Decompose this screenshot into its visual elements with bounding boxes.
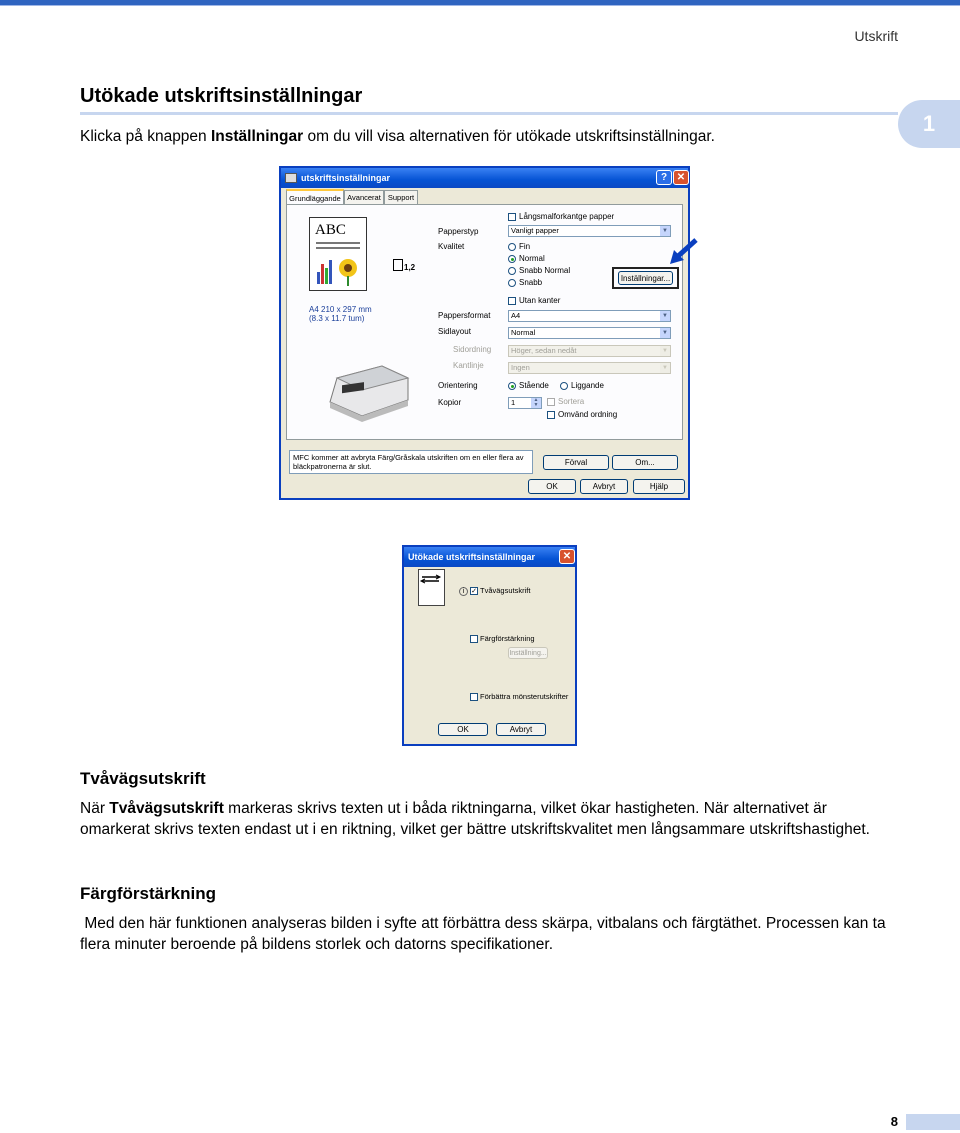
paper-size-select[interactable]: A4 ▼ [508, 310, 671, 322]
status-message: MFC kommer att avbryta Färg/Gråskala utskriften om en eller flera av bläckpatronerna är slut. [289, 450, 533, 474]
dialog2-titlebar [404, 547, 575, 567]
footer-bar [906, 1114, 960, 1130]
collate-label: Sortera [558, 397, 585, 406]
portrait-label: Stående [519, 381, 549, 390]
color-enhancement-heading: Färgförstärkning [80, 884, 217, 903]
page-layout-label: Sidlayout [438, 327, 471, 336]
dialog1-titlebar [281, 168, 688, 188]
preview-page-count: 1,2 [393, 259, 415, 273]
chevron-down-icon: ▼ [660, 363, 670, 373]
reverse-order-checkbox[interactable] [547, 411, 555, 419]
quality-fine-label: Fin [519, 242, 531, 251]
running-header: Utskrift [854, 28, 898, 44]
mfc-printer-icon [322, 360, 412, 422]
page-layout-select[interactable]: Normal ▼ [508, 327, 671, 339]
close-icon[interactable]: ✕ [673, 170, 689, 185]
cancel-button[interactable]: Avbryt [580, 479, 628, 494]
intro-paragraph: Klicka på knappen Inställningar om du vill visa alternativen för utökade utskriftsinställningar. [80, 128, 715, 145]
quality-label: Kvalitet [438, 242, 465, 251]
info-icon: i [459, 587, 468, 596]
settings-button[interactable]: Inställningar... [618, 271, 673, 285]
quality-normal-label: Normal [519, 254, 545, 263]
dialog1-title: utskriftsinställningar [301, 173, 391, 183]
quality-fast-label: Snabb [519, 278, 543, 287]
long-edge-label: Långsmalforkantge papper [519, 212, 615, 221]
about-button[interactable]: Om... [612, 455, 678, 470]
media-type-select[interactable]: Vanligt papper ▼ [508, 225, 671, 237]
quality-fast-radio[interactable] [508, 279, 516, 287]
bidirectional-paragraph: När Tvåvägsutskrift markeras skrivs texten ut i båda riktningarna, vilket ökar hastigheten. När alternativet är omarkerat skrivs texten endast ut i en riktning, vilket ger bättre utskriftskvalitet men långsammare utskriftshastighet. [80, 800, 870, 838]
pointer-arrow-icon [670, 236, 706, 266]
orientation-label: Orientering [438, 381, 478, 390]
chevron-down-icon: ▼ [660, 346, 670, 356]
spin-arrows-icon: ▲ ▼ [531, 398, 541, 408]
preview-text: ABC [315, 222, 346, 238]
bidirectional-checkbox[interactable]: ✓ [471, 588, 477, 595]
landscape-radio[interactable] [560, 382, 568, 390]
quality-fast-normal-label: Snabb Normal [519, 266, 571, 275]
section-title: Utökade utskriftsinställningar [80, 85, 363, 107]
ok-button[interactable]: OK [528, 479, 576, 494]
paper-size-info-1: A4 210 x 297 mm [309, 305, 372, 314]
intro-bold: Inställningar [210, 128, 304, 145]
title-rule [80, 112, 898, 115]
dialog2-cancel-button[interactable]: Avbryt [496, 723, 546, 736]
bidirectional-preview-icon [418, 569, 445, 606]
borderless-checkbox[interactable] [508, 297, 516, 305]
help-button[interactable]: Hjälp [633, 479, 685, 494]
help-icon[interactable]: ? [656, 170, 672, 185]
border-line-select[interactable]: Ingen ▼ [508, 362, 671, 374]
page-order-label: Sidordning [453, 345, 492, 354]
improve-pattern-checkbox[interactable] [470, 693, 478, 701]
collate-checkbox[interactable] [547, 398, 555, 406]
reverse-order-label: Omvänd ordning [558, 410, 618, 419]
color-setting-button[interactable]: Inställning... [508, 647, 548, 659]
chevron-down-icon: ▼ [660, 311, 670, 321]
bidirectional-label: Tvåvägsutskrift [480, 586, 531, 595]
chapter-tab: 1 [898, 100, 960, 148]
page-preview [309, 217, 367, 291]
page-number: 8 [890, 1114, 898, 1129]
dialog2-ok-button[interactable]: OK [438, 723, 488, 736]
landscape-label: Liggande [571, 381, 604, 390]
default-button[interactable]: Förval [543, 455, 609, 470]
paper-size-info-2: (8.3 x 11.7 tum) [309, 314, 365, 323]
printer-icon [285, 173, 297, 183]
quality-fine-radio[interactable] [508, 243, 516, 251]
paper-size-label: Pappersformat [438, 311, 491, 320]
printing-preferences-dialog [279, 166, 690, 500]
copies-stepper[interactable]: 1 ▲ ▼ [508, 397, 542, 409]
border-line-label: Kantlinje [453, 361, 484, 370]
media-type-label: Papperstyp [438, 227, 479, 236]
dialog2-title: Utökade utskriftsinställningar [408, 552, 536, 562]
color-enhance-checkbox[interactable] [470, 635, 478, 643]
extended-settings-dialog [402, 545, 577, 746]
bidirectional-bold: Tvåvägsutskrift [109, 800, 224, 817]
color-enhancement-paragraph: Med den här funktionen analyseras bilden i syfte att förbättra dess skärpa, vitbalans och färgtäthet. Processen kan ta flera minuter beroende på bildens storlek och datorns specifikationer. [80, 915, 890, 953]
color-enhance-label: Färgförstärkning [480, 634, 535, 643]
bidirectional-heading: Tvåvägsutskrift [80, 769, 206, 788]
pages-icon [393, 259, 403, 271]
copies-label: Kopior [438, 398, 462, 407]
long-edge-checkbox[interactable] [508, 213, 516, 221]
tab-panel [286, 204, 683, 440]
quality-normal-radio[interactable] [508, 255, 516, 263]
chevron-down-icon: ▼ [660, 226, 670, 236]
tab-support[interactable]: Support [384, 190, 418, 204]
top-bar [0, 0, 960, 6]
portrait-radio[interactable] [508, 382, 516, 390]
close-icon[interactable]: ✕ [559, 549, 575, 564]
tab-advanced[interactable]: Avancerat [344, 190, 384, 204]
tab-basic[interactable]: Grundläggande [286, 189, 344, 205]
improve-pattern-label: Förbättra mönsterutskrifter [480, 692, 569, 701]
quality-fast-normal-radio[interactable] [508, 267, 516, 275]
borderless-label: Utan kanter [519, 296, 561, 305]
chevron-down-icon: ▼ [660, 328, 670, 338]
chart-and-sunflower-icon [316, 252, 362, 286]
page-order-select[interactable]: Höger, sedan nedåt ▼ [508, 345, 671, 357]
